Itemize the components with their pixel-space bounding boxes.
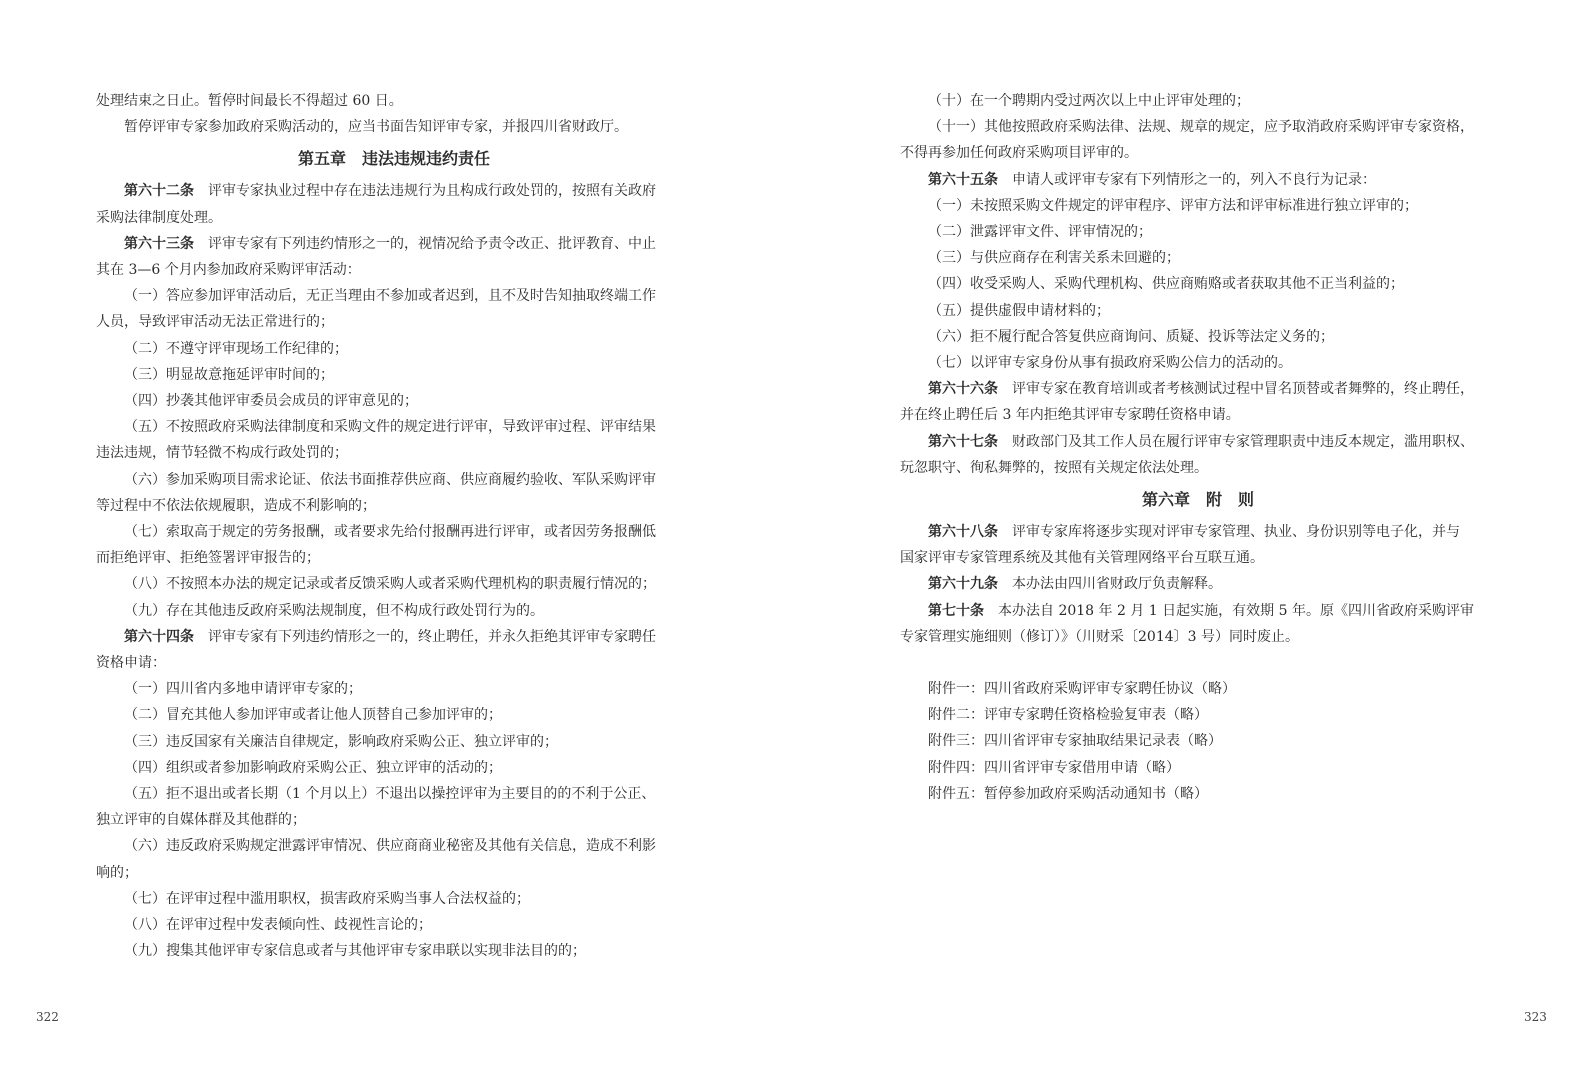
text-line (900, 376, 1496, 402)
text-line (96, 571, 692, 597)
line-text: 采购法律制度处理。 (96, 209, 222, 226)
line-text: 处理结束之日止。暂停时间最长不得超过 60 日。 (96, 93, 403, 109)
line-text: 国家评审专家管理系统及其他有关管理网络平台互联互通。 (900, 550, 1264, 567)
attachment-item (900, 702, 1496, 728)
line-text: （八）不按照本办法的规定记录或者反馈采购人或者采购代理机构的职责履行情况的； (124, 576, 656, 593)
line-text: 独立评审的自媒体群及其他群的； (96, 812, 306, 829)
article-number: 第六十四条 (124, 628, 194, 645)
text-line (96, 755, 692, 781)
right-intro (900, 88, 1496, 481)
text-line (96, 467, 692, 493)
page-number-left: 322 (36, 1010, 59, 1024)
line-text: （三）与供应商存在利害关系未回避的； (928, 250, 1180, 267)
line-text: （六）参加采购项目需求论证、依法书面推荐供应商、供应商履约验收、军队采购评审 (124, 471, 656, 488)
text-line (900, 193, 1496, 219)
page-number-right: 323 (1524, 1010, 1547, 1024)
line-text: 本办法由四川省财政厅负责解释。 (998, 576, 1222, 593)
line-text: （四）收受采购人、采购代理机构、供应商贿赂或者获取其他不正当利益的； (928, 276, 1404, 293)
text-line (900, 598, 1496, 624)
line-text: 专家管理实施细则（修订）》（川财采〔2014〕3 号）同时废止。 (900, 628, 1299, 645)
text-line (900, 624, 1496, 650)
line-text: 不得再参加任何政府采购项目评审的。 (900, 145, 1138, 162)
article-number: 第六十五条 (928, 171, 998, 188)
text-line (96, 860, 692, 886)
line-text: （一）答应参加评审活动后，无正当理由不参加或者迟到，且不及时告知抽取终端工作 (124, 288, 656, 305)
line-text: （八）在评审过程中发表倾向性、歧视性言论的； (124, 917, 432, 934)
text-line (96, 886, 692, 912)
line-text: 附件五：暂停参加政府采购活动通知书（略） (928, 785, 1208, 802)
text-line (96, 440, 692, 466)
chapter-5-heading: 第五章 违法违规违约责任 (297, 149, 490, 169)
line-text: 违法违规，情节轻微不构成行政处罚的； (96, 445, 348, 462)
text-line (96, 912, 692, 938)
text-line (900, 402, 1496, 428)
line-text: 评审专家有下列违约情形之一的，终止聘任，并永久拒绝其评审专家聘任 (194, 628, 656, 645)
line-text: （四）组织或者参加影响政府采购公正、独立评审的活动的； (124, 759, 502, 776)
text-line (96, 414, 692, 440)
line-text: （二）冒充其他人参加评审或者让他人顶替自己参加评审的； (124, 707, 502, 724)
line-text: 等过程中不依法依规履职，造成不利影响的； (96, 497, 376, 514)
text-line (96, 545, 692, 571)
text-line (900, 545, 1496, 571)
article-number: 第六十二条 (124, 183, 194, 200)
line-text: 附件三：四川省评审专家抽取结果记录表（略） (928, 733, 1222, 750)
text-line (96, 88, 692, 114)
line-text: （四）抄袭其他评审委员会成员的评审意见的； (124, 393, 418, 410)
article-number: 第六十三条 (124, 235, 194, 252)
text-line (96, 309, 692, 335)
text-line (96, 676, 692, 702)
left-page (96, 88, 692, 965)
text-line (96, 781, 692, 807)
line-text: 申请人或评审专家有下列情形之一的，列入不良行为记录： (998, 171, 1376, 188)
text-line (96, 257, 692, 283)
text-line (900, 429, 1496, 455)
text-line (96, 114, 692, 140)
attachment-item (900, 728, 1496, 754)
left-body (96, 178, 692, 964)
text-line (96, 702, 692, 728)
line-text: 其在 3—6 个月内参加政府采购评审活动： (96, 262, 361, 279)
line-text: （三）违反国家有关廉洁自律规定，影响政府采购公正、独立评审的； (124, 733, 558, 750)
line-text: （六）违反政府采购规定泄露评审情况、供应商商业秘密及其他有关信息，造成不利影 (124, 838, 656, 855)
line-text: （七）索取高于规定的劳务报酬，或者要求先给付报酬再进行评审，或者因劳务报酬低 (124, 524, 656, 541)
line-text: （五）不按照政府采购法律制度和采购文件的规定进行评审，导致评审过程、评审结果 (124, 419, 656, 436)
text-line (900, 114, 1496, 140)
text-line (96, 598, 692, 624)
line-text: （五）提供虚假申请材料的； (928, 302, 1110, 319)
text-line (96, 624, 692, 650)
text-line (900, 324, 1496, 350)
text-line (900, 350, 1496, 376)
text-line (900, 455, 1496, 481)
spacer (900, 650, 1496, 676)
chapter-6-heading: 第六章 附 则 (1141, 490, 1254, 510)
attachment-item (900, 755, 1496, 781)
text-line (96, 493, 692, 519)
text-line (900, 219, 1496, 245)
text-line (96, 938, 692, 964)
text-line (900, 298, 1496, 324)
line-text: 玩忽职守、徇私舞弊的，按照有关规定依法处理。 (900, 459, 1208, 476)
line-text: （二）泄露评审文件、评审情况的； (928, 224, 1152, 241)
line-text: 评审专家库将逐步实现对评审专家管理、执业、身份识别等电子化，并与 (998, 524, 1460, 541)
text-line (900, 140, 1496, 166)
text-line (96, 283, 692, 309)
text-line (96, 362, 692, 388)
line-text: （七）在评审过程中滥用职权，损害政府采购当事人合法权益的； (124, 890, 530, 907)
text-line (900, 519, 1496, 545)
line-text: （三）明显故意拖延评审时间的； (124, 366, 334, 383)
line-text: （十一）其他按照政府采购法律、法规、规章的规定，应予取消政府采购评审专家资格， (928, 119, 1474, 136)
text-line (96, 231, 692, 257)
line-text: （九）存在其他违反政府采购法规制度，但不构成行政处罚行为的。 (124, 602, 544, 619)
line-text: （一）未按照采购文件规定的评审程序、评审方法和评审标准进行独立评审的； (928, 197, 1418, 214)
text-line (96, 336, 692, 362)
right-body (900, 519, 1496, 650)
line-text: 并在终止聘任后 3 年内拒绝其评审专家聘任资格申请。 (900, 407, 1240, 424)
text-line (96, 205, 692, 231)
text-line (96, 807, 692, 833)
text-line (96, 650, 692, 676)
text-line (96, 729, 692, 755)
line-text: 响的； (96, 864, 138, 881)
article-number: 第六十七条 (928, 433, 998, 450)
line-text: 暂停评审专家参加政府采购活动的，应当书面告知评审专家，并报四川省财政厅。 (124, 119, 628, 136)
attachments-list (900, 676, 1496, 807)
line-text: 评审专家执业过程中存在违法违规行为且构成行政处罚的，按照有关政府 (194, 183, 656, 200)
line-text: 资格申请： (96, 655, 166, 672)
line-text: 本办法自 2018 年 2 月 1 日起实施，有效期 5 年。原《四川省政府采购评审 (984, 602, 1474, 619)
text-line (900, 167, 1496, 193)
line-text: 人员，导致评审活动无法正常进行的； (96, 314, 334, 331)
line-text: （五）拒不退出或者长期（1 个月以上）不退出以操控评审为主要目的的不利于公正、 (124, 786, 656, 803)
line-text: （十）在一个聘期内受过两次以上中止评审处理的； (928, 93, 1250, 109)
line-text: 评审专家在教育培训或者考核测试过程中冒名顶替或者舞弊的，终止聘任， (998, 381, 1474, 398)
text-line (900, 245, 1496, 271)
right-page (900, 88, 1496, 807)
line-text: （九）搜集其他评审专家信息或者与其他评审专家串联以实现非法目的的； (124, 943, 586, 960)
text-line (900, 571, 1496, 597)
text-line (900, 88, 1496, 114)
line-text: （一）四川省内多地申请评审专家的； (124, 681, 362, 698)
line-text: （六）拒不履行配合答复供应商询问、质疑、投诉等法定义务的； (928, 328, 1334, 345)
line-text: （七）以评审专家身份从事有损政府采购公信力的活动的。 (928, 355, 1292, 372)
article-number: 第六十九条 (928, 576, 998, 593)
line-text: 附件一：四川省政府采购评审专家聘任协议（略） (928, 681, 1236, 698)
text-line (96, 519, 692, 545)
line-text: （二）不遵守评审现场工作纪律的； (124, 340, 348, 357)
text-line (96, 388, 692, 414)
article-number: 第七十条 (928, 602, 984, 619)
line-text: 而拒绝评审、拒绝签署评审报告的； (96, 550, 320, 567)
line-text: 附件四：四川省评审专家借用申请（略） (928, 759, 1180, 776)
text-line (96, 833, 692, 859)
attachment-item (900, 676, 1496, 702)
line-text: 财政部门及其工作人员在履行评审专家管理职责中违反本规定，滥用职权、 (998, 433, 1474, 450)
left-intro (96, 88, 692, 140)
line-text: 附件二：评审专家聘任资格检验复审表（略） (928, 707, 1208, 724)
article-number: 第六十八条 (928, 524, 998, 541)
attachment-item (900, 781, 1496, 807)
text-line (96, 178, 692, 204)
text-line (900, 271, 1496, 297)
article-number: 第六十六条 (928, 381, 998, 398)
line-text: 评审专家有下列违约情形之一的，视情况给予责令改正、批评教育、中止 (194, 235, 656, 252)
